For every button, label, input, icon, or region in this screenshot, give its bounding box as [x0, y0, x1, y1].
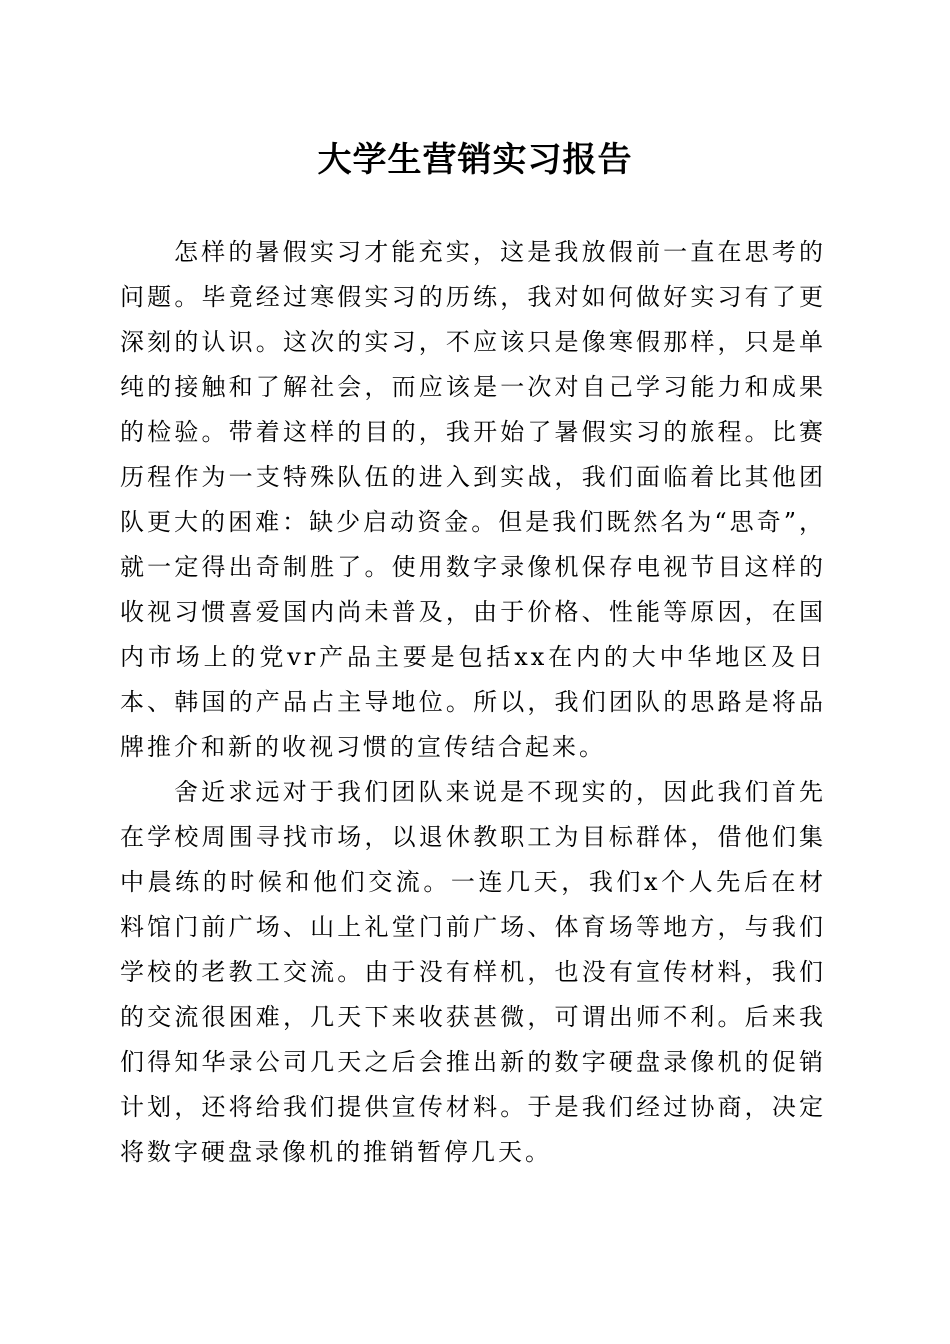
document-body	[120, 230, 826, 1175]
paragraph-1: 怎样的暑假实习才能充实，这是我放假前一直在思考的问题。毕竟经过寒假实习的历练，我对如何做好实习有了更深刻的认识。这次的实习，不应该只是像寒假那样，只是单纯的接触和了解社会，而应该是一次对自己学习能力和成果的检验。带着这样的目的，我开始了暑假实习的旅程。比赛历程作为一支特殊队伍的进入到实战，我们面临着比其他团队更大的困难：缺少启动资金。但是我们既然名为“思奇”，就一定得出奇制胜了。使用数字录像机保存电视节目这样的收视习惯喜爱国内尚未普及，由于价格、性能等原因，在国内市场上的党vr产品主要是包括xx在内的大中华地区及日本、韩国的产品占主导地位。所以，我们团队的思路是将品牌推介和新的收视习惯的宣传结合起来。	[120, 238, 826, 761]
document-title: 大学生营销实习报告	[317, 140, 633, 180]
paragraph-2: 舍近求远对于我们团队来说是不现实的，因此我们首先在学校周围寻找市场，以退休教职工为目标群体，借他们集中晨练的时候和他们交流。一连几天，我们x个人先后在材料馆门前广场、山上礼堂门前广场、体育场等地方，与我们学校的老教工交流。由于没有样机，也没有宣传材料，我们的交流很困难，几天下来收获甚微，可谓出师不利。后来我们得知华录公司几天之后会推出新的数字硬盘录像机的促销计划，还将给我们提供宣传材料。于是我们经过协商，决定将数字硬盘录像机的推销暂停几天。	[120, 778, 826, 1166]
